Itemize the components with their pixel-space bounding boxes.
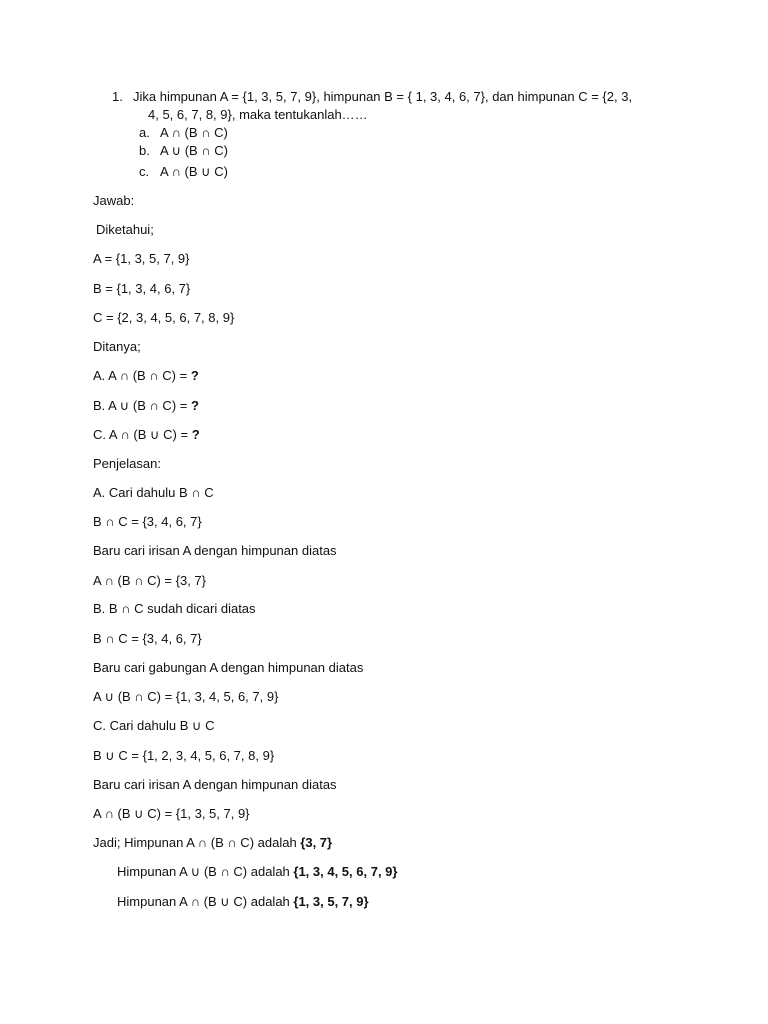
item-c-letter: c. bbox=[139, 164, 150, 179]
step-b2: B ∩ C = {3, 4, 6, 7} bbox=[93, 631, 202, 646]
conclusion-2-text: Himpunan A ∪ (B ∩ C) adalah bbox=[117, 864, 294, 879]
conclusion-3-value: {1, 3, 5, 7, 9} bbox=[293, 894, 369, 909]
step-b3: Baru cari gabungan A dengan himpunan diatas bbox=[93, 660, 364, 675]
ask-a-text: A. A ∩ (B ∩ C) = bbox=[93, 368, 191, 383]
ask-b-mark: ? bbox=[190, 398, 199, 413]
step-c4: A ∩ (B ∪ C) = {1, 3, 5, 7, 9} bbox=[93, 806, 250, 821]
jawab-label: Jawab: bbox=[93, 193, 135, 208]
diketahui-label: Diketahui; bbox=[96, 222, 154, 237]
step-a4: A ∩ (B ∩ C) = {3, 7} bbox=[93, 573, 206, 588]
ditanya-label: Ditanya; bbox=[93, 339, 141, 354]
conclusion-1-text: Jadi; Himpunan A ∩ (B ∩ C) adalah bbox=[93, 835, 301, 850]
item-b-letter: b. bbox=[139, 143, 150, 158]
ask-c-text: C. A ∩ (B ∪ C) = bbox=[93, 427, 192, 442]
ask-b bbox=[93, 398, 199, 414]
question-line-2: 4, 5, 6, 7, 8, 9}, maka tentukanlah…… bbox=[148, 107, 368, 122]
conclusion-2 bbox=[117, 864, 397, 880]
item-b-text: A ∪ (B ∩ C) bbox=[160, 143, 228, 158]
question-line-1: Jika himpunan A = {1, 3, 5, 7, 9}, himpunan B = { 1, 3, 4, 6, 7}, dan himpunan C = {2, 3, bbox=[133, 89, 633, 104]
item-a-letter: a. bbox=[139, 125, 150, 140]
ask-b-text: B. A ∪ (B ∩ C) = bbox=[93, 398, 191, 413]
ask-c bbox=[93, 427, 200, 443]
step-b4: A ∪ (B ∩ C) = {1, 3, 4, 5, 6, 7, 9} bbox=[93, 689, 279, 704]
ask-a-mark: ? bbox=[190, 368, 199, 383]
conclusion-1 bbox=[93, 835, 332, 851]
set-a: A = {1, 3, 5, 7, 9} bbox=[93, 251, 190, 266]
penjelasan-label: Penjelasan: bbox=[93, 456, 161, 471]
item-c-text: A ∩ (B ∪ C) bbox=[160, 164, 228, 179]
set-c: C = {2, 3, 4, 5, 6, 7, 8, 9} bbox=[93, 310, 235, 325]
step-c1: C. Cari dahulu B ∪ C bbox=[93, 718, 215, 733]
set-b: B = {1, 3, 4, 6, 7} bbox=[93, 281, 191, 296]
step-a1: A. Cari dahulu B ∩ C bbox=[93, 485, 214, 500]
ask-a bbox=[93, 368, 199, 384]
step-c2: B ∪ C = {1, 2, 3, 4, 5, 6, 7, 8, 9} bbox=[93, 748, 275, 763]
question-number: 1. bbox=[112, 89, 123, 104]
conclusion-2-value: {1, 3, 4, 5, 6, 7, 9} bbox=[293, 864, 398, 879]
item-a-text: A ∩ (B ∩ C) bbox=[160, 125, 228, 140]
step-a3: Baru cari irisan A dengan himpunan diatas bbox=[93, 543, 337, 558]
step-a2: B ∩ C = {3, 4, 6, 7} bbox=[93, 514, 202, 529]
conclusion-1-value: {3, 7} bbox=[300, 835, 333, 850]
step-b1: B. B ∩ C sudah dicari diatas bbox=[93, 601, 256, 616]
step-c3: Baru cari irisan A dengan himpunan diatas bbox=[93, 777, 337, 792]
ask-c-mark: ? bbox=[191, 427, 200, 442]
conclusion-3-text: Himpunan A ∩ (B ∪ C) adalah bbox=[117, 894, 294, 909]
conclusion-3 bbox=[117, 894, 369, 910]
